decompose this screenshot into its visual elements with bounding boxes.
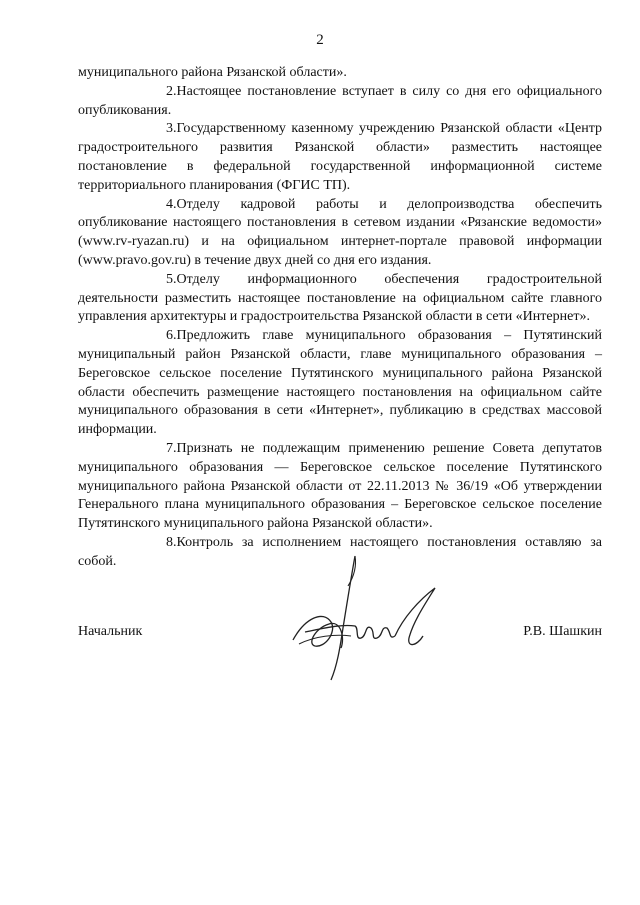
item-text: Отделу кадровой работы и делопроизводства обеспечить опубликование настоящего постановления в сетевом издании «Рязанские ведомости» (www.rv-ryazan.ru) и на официальном интернет-портале правовой информации (www.pravo.gov.ru) в течение двух дней со дня его издания.	[78, 196, 602, 268]
list-item	[78, 327, 602, 440]
item-text: Признать не подлежащим применению решение Совета депутатов муниципального образования — Береговское сельское поселение Путятинского муниципального района Рязанской области от 22.11.2013 № 36/19 «Об утверждении Генерального плана муниципального образования – Береговское сельское поселение Путятинского муниципального района Рязанской области».	[78, 440, 602, 532]
list-item	[78, 83, 602, 121]
item-text: Контроль за исполнением настоящего постановления оставляю за собой.	[78, 534, 602, 569]
item-text: Предложить главе муниципального образования – Путятинский муниципальный район Рязанской области, главе муниципального образования – Береговское сельское поселение Путятинского муниципального района Рязанской области обеспечить размещение настоящего постановления на официальном сайте муниципального образования в сети «Интернет», публикацию в средствах массовой информации.	[78, 328, 602, 438]
intro-line: муниципального района Рязанской области».	[78, 65, 347, 80]
item-number: 2.	[166, 83, 177, 99]
handwritten-signature	[285, 548, 445, 688]
item-number: 7.	[166, 440, 177, 456]
list-item	[78, 120, 602, 195]
item-number: 8.	[166, 534, 177, 550]
item-text: Отделу информационного обеспечения градостроительной деятельности разместить настоящее постановление на официальном сайте главного управления архитектуры и градостроительства Рязанской области в сети «Интернет».	[78, 271, 602, 325]
list-item	[78, 271, 602, 327]
document-body	[78, 64, 602, 572]
item-number: 4.	[166, 196, 177, 212]
item-text: Настоящее постановление вступает в силу со дня его официального опубликования.	[78, 83, 602, 118]
list-item	[78, 196, 602, 271]
page-number: 2	[316, 32, 324, 48]
list-item	[78, 440, 602, 534]
signatory-title: Начальник	[78, 624, 143, 639]
item-text: Государственному казенному учреждению Рязанской области «Центр градостроительного развития Рязанской области» разместить настоящее постановление в федеральной государственной информационной системе территориального планирования (ФГИС ТП).	[78, 121, 602, 193]
item-number: 3.	[166, 121, 177, 137]
item-number: 5.	[166, 271, 177, 287]
signatory-name: Р.В. Шашкин	[523, 624, 602, 639]
item-number: 6.	[166, 328, 177, 344]
